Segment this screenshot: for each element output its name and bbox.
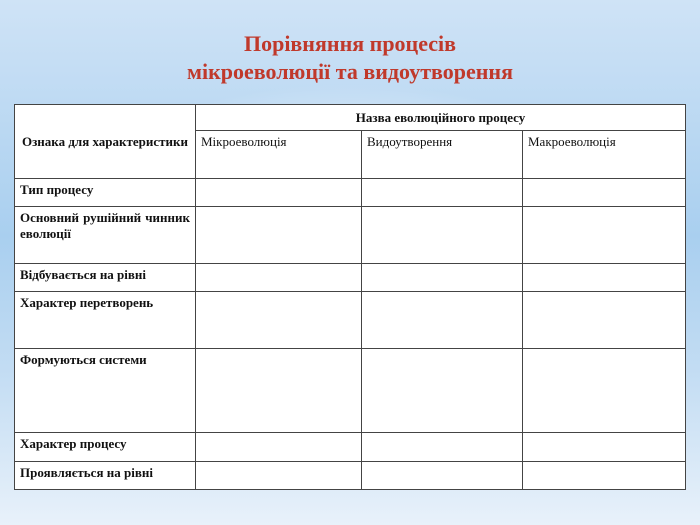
row-label-systems-formed: Формуються системи <box>15 349 196 433</box>
table-row <box>15 207 686 264</box>
table-cell[interactable] <box>362 349 523 433</box>
table-cell[interactable] <box>362 207 523 264</box>
column-header-macroevolution: Макроеволюція <box>523 131 686 179</box>
column-header-speciation: Видоутворення <box>362 131 523 179</box>
table-cell[interactable] <box>362 179 523 207</box>
comparison-table <box>14 104 686 490</box>
table-cell[interactable] <box>196 292 362 349</box>
table-cell[interactable] <box>196 349 362 433</box>
slide-title <box>0 30 700 86</box>
row-label-nature-of-transformations: Характер перетворень <box>15 292 196 349</box>
table-cell[interactable] <box>362 292 523 349</box>
slide-title-line-2: мікроеволюції та видоутворення <box>187 59 513 84</box>
table-cell[interactable] <box>523 433 686 462</box>
row-label-main-driving-factor: Основний рушійний чинник еволюції <box>15 207 196 264</box>
row-label-nature-of-process: Характер процесу <box>15 433 196 462</box>
table-row <box>15 292 686 349</box>
table-cell[interactable] <box>523 207 686 264</box>
group-header-cell: Назва еволюційного процесу <box>196 105 686 131</box>
table-cell[interactable] <box>362 264 523 292</box>
table-cell[interactable] <box>523 349 686 433</box>
table-cell[interactable] <box>523 179 686 207</box>
slide-title-line-1: Порівняння процесів <box>243 31 457 56</box>
feature-header-cell: Ознака для характеристики <box>15 105 196 179</box>
table-cell[interactable] <box>523 292 686 349</box>
row-label-process-type: Тип процесу <box>15 179 196 207</box>
row-label-manifests-at-level: Проявляється на рівні <box>15 462 196 490</box>
table-cell[interactable] <box>362 433 523 462</box>
row-label-occurs-at-level: Відбувається на рівні <box>15 264 196 292</box>
table-cell[interactable] <box>523 462 686 490</box>
table-row <box>15 462 686 490</box>
table-cell[interactable] <box>196 264 362 292</box>
column-header-microevolution: Мікроеволюція <box>196 131 362 179</box>
table-cell[interactable] <box>196 179 362 207</box>
table-cell[interactable] <box>196 462 362 490</box>
table-row <box>15 433 686 462</box>
table-row <box>15 264 686 292</box>
table-cell[interactable] <box>523 264 686 292</box>
table-cell[interactable] <box>196 207 362 264</box>
table-row <box>15 179 686 207</box>
table-cell[interactable] <box>196 433 362 462</box>
table-cell[interactable] <box>362 462 523 490</box>
table-row <box>15 349 686 433</box>
